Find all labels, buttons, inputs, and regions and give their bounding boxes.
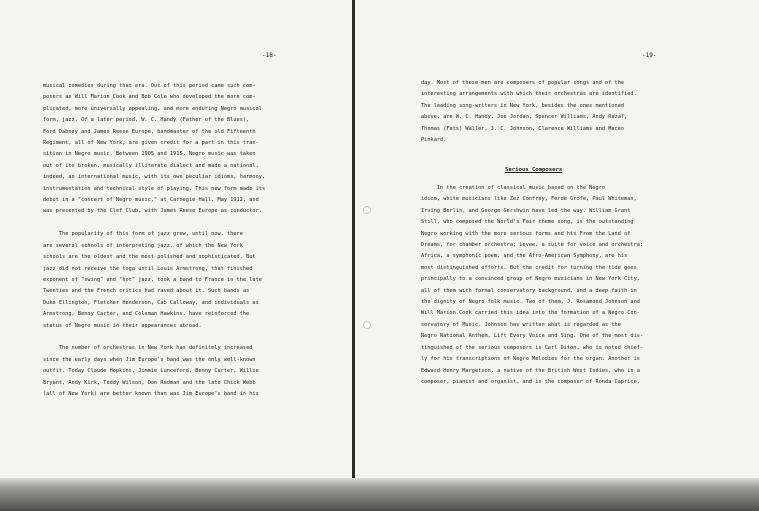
text-line: posers as Will Marion Cook and Bob Cole who developed the more com- (43, 94, 256, 101)
text-line: schools are the oldest and the most polished and sophisticated. But (43, 254, 256, 261)
left-page (0, 0, 352, 478)
text-line: indeed, an international music, with its own peculiar idioms, harmony, (43, 174, 266, 181)
text-line: jazz did not receive the toga until Louis Armstrong, that finished (43, 265, 253, 272)
text-line: Dreams, for chamber orchestra; Levee, a suite for voice and orchestra; (421, 242, 644, 249)
text-line: form, jazz. Of a later period, W. C. Handy (Father of the Blues), (43, 117, 250, 124)
punch-hole (363, 321, 371, 329)
text-line: Bryant, Andy Kirk, Teddy Wilson, Don Redman and the late Chick Webb (43, 379, 256, 386)
text-line: was presented by the Clef Club, with James Reese Europe as conductor. (43, 208, 262, 215)
text-line: Irving Berlin, and George Gershwin have led the way. William Grant (421, 207, 631, 214)
text-line: Pinkard. (421, 137, 447, 144)
text-line (43, 332, 265, 343)
page-body-text (43, 81, 265, 400)
text-line: exponent of "swing" and "hot" jazz, took a band to France in the late (43, 276, 262, 283)
text-line: Ford Dabney and James Reese Europe, bandmaster of the old Fifteenth (43, 128, 256, 135)
text-line: Negro National Anthem, Lift Every Voice and Sing. One of the most dis- (421, 333, 644, 340)
text-line: day. Most of these men are composers of popular songs and of the (421, 80, 625, 86)
text-line: composer, pianist and organist, and is the composer of Ronda Caprice, (421, 378, 640, 385)
scan-background-strip (0, 478, 759, 511)
text-line: tinguished of the serious composers is Carl Diton, who is noted chief- (421, 344, 644, 351)
text-line: Regiment, all of New York, are given credit for a part in this tran- (43, 140, 259, 147)
text-line: most distinguished efforts. But the credit for turning the tide goes (421, 264, 637, 271)
text-line (43, 218, 265, 229)
page-body-text (421, 183, 643, 388)
page-body-text-top (421, 78, 637, 146)
text-line: The leading song-writers in New York, besides the ones mentioned (421, 102, 625, 109)
text-line: servatory of Music. Johnson has written what is regarded as the (421, 321, 621, 328)
text-line: debut in a "concert of Negro music," at Carnegie Hall, May 1912, and (43, 197, 259, 204)
text-line: principally to a convinced group of Negro musicians in New York City, (421, 276, 640, 283)
text-line: (all of New York) are better known than was Jim Europe's band in his (43, 390, 259, 397)
text-line: above, are W. C. Handy, Joe Jordan, Spencer Williams, Andy Razaf, (421, 114, 628, 121)
text-line: Twenties and the French critics had raved about it. Such bands as (43, 288, 250, 295)
text-line: since the early days when Jim Europe's band was the only well-known (43, 356, 256, 363)
text-line: Will Marion Cook carried this idea into the formation of a Negro Con- (421, 310, 640, 317)
text-line: The number of orchestras in New York has definitely increased (43, 345, 253, 352)
text-line: instrumentation and technical style of playing. This new form made its (43, 185, 266, 192)
text-line: outfit. Today Claude Hopkins, Jimmie Lunceford, Benny Carter, Willie (43, 368, 259, 375)
page-number: -18- (262, 52, 277, 59)
text-line: In the creation of classical music based on the Negro (421, 185, 606, 191)
text-line: Still, who composed the World's Fair theme song, is the outstanding (421, 219, 634, 226)
text-line: ly for his transcriptions of Negro Melodies for the organ. Another is (421, 356, 640, 363)
text-line: out of its broken, musically illiterate dialect and made a national, (43, 162, 259, 169)
text-line: sition in Negro music. Between 1905 and 1915, Negro music was taken (43, 151, 256, 158)
text-line: Armstrong, Benny Carter, and Coleman Hawkins, have reinforced the (43, 311, 250, 318)
punch-hole (363, 206, 371, 214)
text-line: status of Negro music in their appearances abroad. (43, 322, 202, 329)
text-line: are several schools of interpreting jazz, of which the New York (43, 242, 243, 249)
page-number: -19- (642, 52, 657, 59)
text-line: idiom, white musicians like Zez Confrey, Ferde Grofe, Paul Whiteman, (421, 196, 637, 203)
text-line: all of them with formal conservatory background, and a deep faith in (421, 287, 637, 294)
section-heading: Serious Composers (505, 167, 563, 173)
text-line: Edward Henry Margetson, a native of the British West Indies, who is a (421, 367, 640, 374)
text-line: plicated, more universally appealing, and more enduring Negro musical (43, 105, 262, 112)
right-page (355, 0, 759, 478)
text-line: interesting arrangements with which their orchestras are identified. (421, 91, 637, 98)
text-line: The popularity of this form of jazz grew, until now, there (43, 231, 243, 238)
text-line: Negro working with the more serious forms and his From the Land of (421, 230, 631, 237)
text-line: Africa, a symphonic poem, and the Afro-American Symphony, are his (421, 253, 628, 260)
text-line: musical comedies during that era. Out of this period came such com- (43, 83, 256, 89)
text-line: Duke Ellington, Fletcher Henderson, Cab Calloway, and individuals as (43, 299, 259, 306)
text-line: Thomas (Fats) Waller, J. C. Johnson, Clarence Williams and Maceo (421, 125, 625, 132)
text-line: the dignity of Negro folk music. Two of them, J. Rosamond Johnson and (421, 299, 640, 306)
